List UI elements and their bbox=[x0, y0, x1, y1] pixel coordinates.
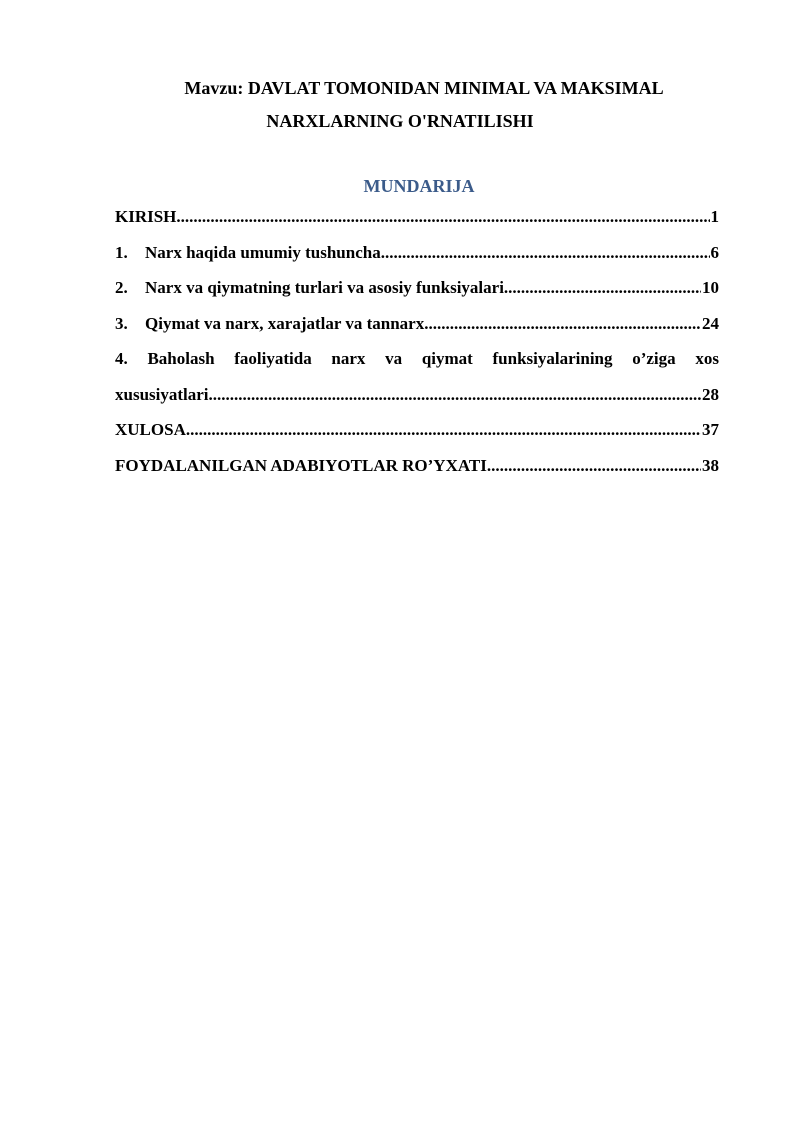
toc-entry-page: 1 bbox=[710, 207, 719, 226]
toc-entry-4[interactable] bbox=[115, 347, 719, 407]
toc-entry-4-line-1 bbox=[115, 347, 719, 371]
toc-entry-xulosa[interactable] bbox=[115, 418, 719, 442]
toc-leader-dots bbox=[209, 383, 701, 407]
toc-entry-word: Baholash bbox=[147, 349, 215, 368]
toc-entry-label-continued: xususiyatlari bbox=[115, 384, 209, 404]
toc-entry-word: xos bbox=[695, 349, 719, 368]
toc-leader-dots bbox=[487, 454, 701, 478]
toc-entry-word: faoliyatida bbox=[234, 349, 312, 368]
toc-leader-dots bbox=[381, 241, 710, 265]
toc-entry-2[interactable] bbox=[115, 276, 719, 300]
toc-entry-word: va bbox=[385, 349, 403, 368]
toc-entry-label: KIRISH bbox=[115, 207, 177, 226]
toc-entry-label: Narx va qiymatning turlari va asosiy funksiyalari bbox=[145, 278, 504, 297]
toc-entry-word: qiymat bbox=[421, 349, 473, 368]
toc-entry-word: o’ziga bbox=[632, 349, 676, 368]
toc-entry-page: 38 bbox=[702, 455, 719, 475]
toc-entry-page: 6 bbox=[710, 242, 719, 262]
toc-entry-bibliography[interactable] bbox=[115, 454, 719, 478]
table-of-contents bbox=[115, 205, 719, 489]
document-title-line-2: NARXLARNING O'RNATILISHI bbox=[266, 111, 534, 131]
toc-entry-label: FOYDALANILGAN ADABIYOTLAR RO’YXATI bbox=[115, 455, 487, 475]
toc-entry-word: funksiyalarining bbox=[492, 349, 613, 368]
toc-entry-word: narx bbox=[331, 349, 366, 368]
toc-leader-dots bbox=[176, 205, 709, 229]
toc-entry-number: 1. bbox=[115, 242, 128, 262]
toc-leader-dots bbox=[186, 418, 701, 442]
toc-heading: MUNDARIJA bbox=[363, 176, 475, 196]
toc-entry-number: 3. bbox=[115, 313, 128, 333]
toc-entry-number: 4. bbox=[115, 349, 128, 368]
toc-entry-page: 37 bbox=[702, 420, 719, 439]
toc-entry-label: Qiymat va narx, xarajatlar va tannarx bbox=[145, 313, 425, 333]
toc-entry-3[interactable] bbox=[115, 312, 719, 336]
toc-entry-number: 2. bbox=[115, 278, 128, 297]
toc-leader-dots bbox=[504, 276, 701, 300]
document-title-line-1: Mavzu: DAVLAT TOMONIDAN MINIMAL VA MAKSIMAL bbox=[184, 78, 664, 98]
toc-entry-page: 24 bbox=[702, 313, 719, 333]
toc-entry-1[interactable] bbox=[115, 241, 719, 265]
toc-entry-label: Narx haqida umumiy tushuncha bbox=[145, 242, 381, 262]
toc-entry-kirish[interactable] bbox=[115, 205, 719, 229]
toc-leader-dots bbox=[424, 312, 701, 336]
toc-entry-page: 10 bbox=[702, 278, 719, 297]
toc-entry-page: 28 bbox=[702, 384, 719, 404]
toc-entry-label: XULOSA bbox=[115, 420, 186, 439]
